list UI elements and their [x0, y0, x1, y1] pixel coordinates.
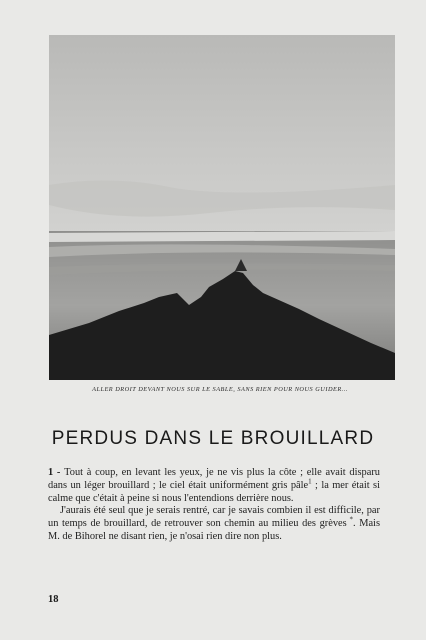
paragraph-2-text-b: . Mais M. de Bihorel ne disant rien, je n'osai rien dire non plus.: [48, 518, 380, 542]
fog-beach-photo: [49, 35, 395, 380]
chapter-title: PERDUS DANS LE BROUILLARD: [51, 428, 375, 449]
paragraph-1: [48, 467, 380, 505]
footnote-marker: *: [346, 515, 353, 524]
photo-caption: ALLER DROIT DEVANT NOUS SUR LE SABLE, SANS RIEN POUR NOUS GUIDER...: [92, 386, 348, 393]
paragraph-2: [48, 505, 380, 543]
page-number: 18: [48, 594, 59, 605]
body-text: [48, 467, 380, 544]
footnote-marker: 1: [308, 477, 312, 486]
paragraph-1-text-b: ; la mer était si calme que c'était à peine si nous l'entendions derrière nous.: [48, 479, 380, 504]
paragraph-2-text-a: J'aurais été seul que je serais rentré, car je savais combien il est difficile, par un temps de brouillard, de retrouver son chemin au milieu des grèves: [48, 505, 380, 530]
photo-illustration: [49, 35, 395, 380]
paragraph-number: 1 -: [48, 467, 65, 478]
paragraph-1-text-a: Tout à coup, en levant les yeux, je ne vis plus la côte ; elle avait disparu dans un léger brouillard ; le ciel était uniformément gris pâle: [48, 467, 381, 491]
